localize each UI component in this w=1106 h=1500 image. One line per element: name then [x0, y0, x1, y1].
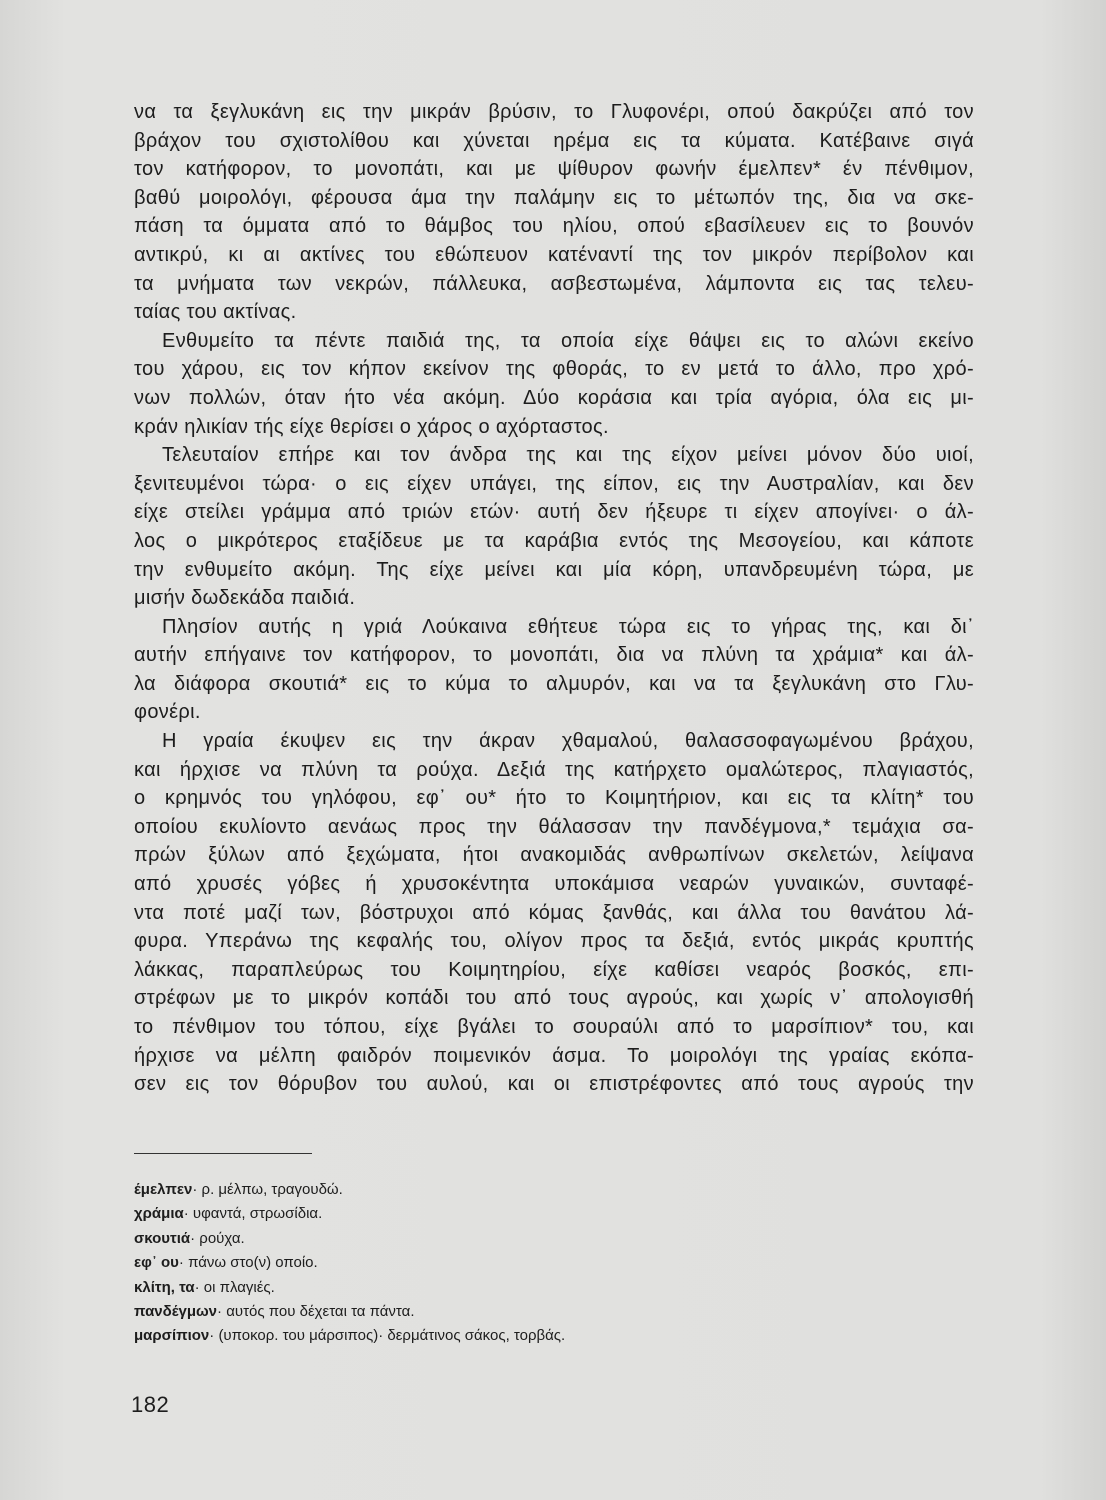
footnote-term: κλίτη, τα: [134, 1278, 195, 1296]
text-line: είχε στείλει γράμμα από τριών ετών· αυτή δεν ήξευρε τι είχεν απογίνει· ο άλ-: [134, 501, 974, 524]
text-line: Τελευταίον επήρε και τον άνδρα της και της είχον μείνει μόνον δύο υιοί,: [162, 444, 974, 467]
footnote-divider: [134, 1153, 312, 1154]
text-line: πρών ξύλων από ξεχώματα, ήτοι ανακομιδάς ανθρωπίνων σκελετών, λείψανα: [134, 844, 974, 867]
footnote: [134, 1227, 834, 1251]
text-line: φονέρι.: [134, 701, 201, 724]
paragraph: [134, 327, 974, 441]
text-line: να τα ξεγλυκάνη εις την μικράν βρύσιν, το Γλυφονέρι, οπού δακρύζει από τον: [134, 101, 974, 123]
text-line: κράν ηλικίαν τής είχε θερίσει ο χάρος ο αχόρταστος.: [134, 415, 609, 438]
text-line: την ενθυμείτο ακόμη. Της είχε μείνει και μία κόρη, υπανδρευμένη τώρα, με: [134, 558, 974, 581]
text-line: Η γραία έκυψεν εις την άκραν χθαμαλού, θαλασσοφαγωμένου βράχου,: [162, 730, 974, 753]
text-line: του χάρου, εις τον κήπον εκείνον της φθοράς, το εν μετά το άλλο, προ χρό-: [134, 358, 974, 381]
footnote-definition: (υποκορ. του μάρσιπος)· δερμάτινος σάκος, τορβάς.: [218, 1327, 566, 1345]
footnote-term: εφ᾽ ου: [134, 1254, 179, 1272]
footnote-definition: πάνω στο(ν) οποίο.: [188, 1254, 318, 1272]
footnote: [134, 1300, 834, 1324]
text-line: βαθύ μοιρολόγι, φέρουσα άμα την παλάμην εις το μέτωπόν της, δια να σκε-: [134, 186, 974, 209]
footnote-term: χράμια: [134, 1205, 184, 1223]
footnote-definition: οι πλαγιές.: [203, 1278, 275, 1296]
footnote: [134, 1178, 834, 1202]
footnote-separator: ·: [217, 1302, 223, 1320]
text-line: ήρχισε να μέλπη φαιδρόν ποιμενικόν άσμα. Το μοιρολόγι της γραίας εκόπα-: [134, 1044, 974, 1067]
text-line: νων πολλών, όταν ήτο νέα ακόμη. Δύο κοράσια και τρία αγόρια, όλα εις μι-: [134, 386, 974, 409]
text-line: βράχον του σχιστολίθου και χύνεται ηρέμα εις τα κύματα. Κατέβαινε σιγά: [134, 129, 974, 152]
text-line: και ήρχισε να πλύνη τα ρούχα. Δεξιά της κατήρχετο ομαλώτερος, πλαγιαστός,: [134, 758, 974, 781]
text-line: τα μνήματα των νεκρών, πάλλευκα, ασβεστωμένα, λάμποντα εις τας τελευ-: [134, 272, 974, 295]
text-line: μισήν δωδεκάδα παιδιά.: [134, 587, 356, 610]
footnote-term: πανδέγμων: [134, 1302, 218, 1320]
footnote-definition: υφαντά, στρωσίδια.: [192, 1205, 323, 1223]
paragraph: [134, 727, 974, 1099]
text-line: ταίας του ακτίνας.: [134, 301, 297, 324]
text-line: από χρυσές γόβες ή χρυσοκέντητα υποκάμισα νεαρών γυναικών, συνταφέ-: [134, 873, 974, 896]
paragraph: [134, 613, 974, 727]
footnote-definition: ρούχα.: [199, 1229, 245, 1247]
text-line: Πλησίον αυτής η γριά Λούκαινα εθήτευε τώρα εις το γήρας της, και δι᾽: [162, 615, 974, 638]
text-line: ντα ποτέ μαζί των, βόστρυχοι από κόμας ξανθάς, και άλλα του θανάτου λά-: [134, 901, 974, 924]
footnote: [134, 1251, 834, 1275]
footnote-separator: ·: [192, 1181, 198, 1198]
paragraph: [134, 98, 974, 327]
text-line: στρέφων με το μικρόν κοπάδι του από τους αγρούς, και χωρίς ν᾽ απολογισθή: [134, 987, 974, 1010]
footnote-definition: ρ. μέλπω, τραγουδώ.: [201, 1181, 343, 1198]
text-line: Ενθυμείτο τα πέντε παιδιά της, τα οποία είχε θάψει εις το αλώνι εκείνο: [162, 329, 974, 352]
footnote-separator: ·: [209, 1327, 215, 1345]
footnote-term: έμελπεν: [134, 1181, 193, 1198]
footnote: [134, 1276, 834, 1300]
text-line: αντικρύ, κι αι ακτίνες του εθώπευον κατέναντί της τον μικρόν περίβολον και: [134, 243, 974, 266]
text-line: πάση τα όμματα από το θάμβος του ηλίου, οπού εβασίλευεν εις το βουνόν: [134, 215, 974, 238]
text-line: αυτήν επήγαινε τον κατήφορον, το μονοπάτι, δια να πλύνη τα χράμια* και άλ-: [134, 644, 974, 667]
text-line: λα διάφορα σκουτιά* εις το κύμα το αλμυρόν, και να τα ξεγλυκάνη στο Γλυ-: [134, 672, 974, 695]
footnote-separator: ·: [178, 1254, 184, 1272]
text-line: τον κατήφορον, το μονοπάτι, και με ψίθυρον φωνήν έμελπεν* έν πένθιμον,: [134, 158, 974, 181]
main-text: [134, 98, 974, 1099]
text-line: σεν εις τον θόρυβον του αυλού, και οι επιστρέφοντες από τους αγρούς την: [134, 1073, 974, 1096]
page-number: 182: [131, 1392, 170, 1417]
text-line: λος ο μικρότερος εταξίδευε με τα καράβια εντός της Μεσογείου, και κάποτε: [134, 529, 974, 552]
footnote: [134, 1202, 834, 1226]
text-line: οποίου εκυλίοντο αενάως προς την θάλασσαν την πανδέγμονα,* τεμάχια σα-: [134, 815, 974, 838]
text-line: ξενιτευμένοι τώρα· ο εις είχεν υπάγει, της είπον, εις την Αυστραλίαν, και δεν: [134, 472, 974, 495]
footnote-separator: ·: [183, 1205, 189, 1223]
text-line: φυρα. Υπεράνω της κεφαλής του, ολίγον προς τα δεξιά, εντός μικράς κρυπτής: [134, 930, 974, 953]
footnote-separator: ·: [190, 1229, 196, 1247]
paragraph: [134, 441, 974, 613]
footnote-separator: ·: [194, 1278, 200, 1296]
text-line: ο κρημνός του γηλόφου, εφ᾽ ου* ήτο το Κοιμητήριον, και εις τα κλίτη* του: [134, 787, 974, 810]
footnote-term: σκουτιά: [134, 1229, 191, 1247]
footnote: [134, 1324, 834, 1348]
text-line: το πένθιμον του τόπου, είχε βγάλει το σουραύλι από το μαρσίπιον* του, και: [134, 1016, 974, 1038]
footnote-term: μαρσίπιον: [134, 1327, 210, 1345]
text-line: λάκκας, παραπλεύρως του Κοιμητηρίου, είχε καθίσει νεαρός βοσκός, επι-: [134, 958, 974, 981]
footnotes: [134, 1178, 834, 1349]
footnote-definition: αυτός που δέχεται τα πάντα.: [226, 1302, 415, 1320]
